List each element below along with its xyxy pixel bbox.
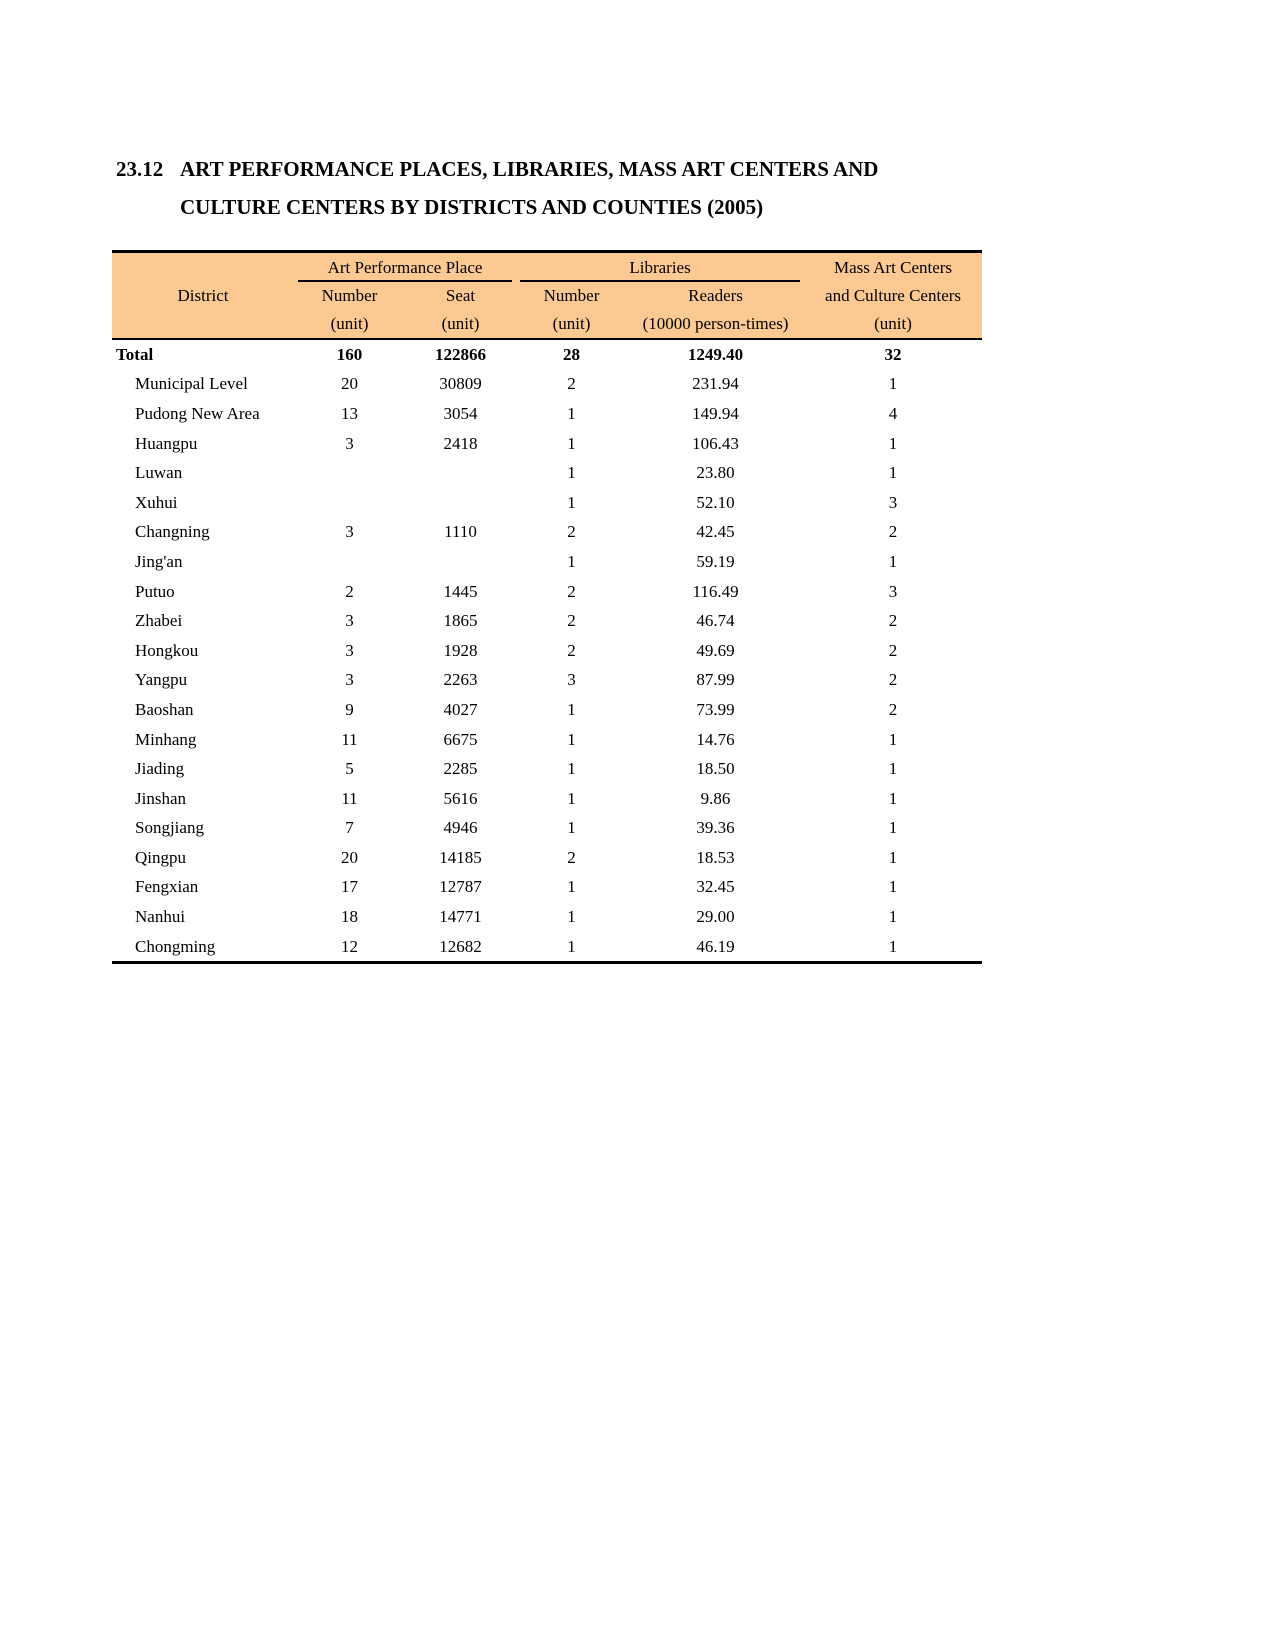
ap-seat-cell: 4946 bbox=[443, 818, 478, 838]
header-lib-number: Number bbox=[516, 282, 627, 310]
lib-number-cell: 1 bbox=[567, 433, 576, 453]
total-lib-number: 28 bbox=[563, 344, 581, 364]
lib-readers-cell: 23.80 bbox=[696, 463, 735, 483]
page-title bbox=[116, 150, 878, 226]
lib-number-cell: 1 bbox=[567, 907, 576, 927]
lib-readers-cell: 42.45 bbox=[696, 522, 735, 542]
lib-number-cell: 1 bbox=[567, 877, 576, 897]
table-row bbox=[112, 784, 982, 814]
table-row bbox=[112, 488, 982, 518]
ap-seat-cell: 1110 bbox=[444, 522, 477, 542]
ap-number-cell bbox=[294, 547, 405, 577]
table-row bbox=[112, 458, 982, 488]
lib-number-cell: 2 bbox=[567, 522, 576, 542]
district-name: Fengxian bbox=[135, 877, 199, 897]
header-ap-number-unit: (unit) bbox=[294, 310, 405, 339]
lib-readers-cell: 87.99 bbox=[696, 670, 735, 690]
lib-readers-cell: 149.94 bbox=[692, 403, 739, 423]
table-row bbox=[112, 843, 982, 873]
lib-readers-cell: 73.99 bbox=[696, 699, 735, 719]
header-libraries-group bbox=[516, 252, 804, 283]
ap-number-cell: 7 bbox=[345, 818, 354, 838]
table-row bbox=[112, 636, 982, 666]
district-name: Changning bbox=[135, 522, 210, 542]
mass-cell: 2 bbox=[888, 699, 898, 719]
mass-cell: 1 bbox=[804, 932, 982, 963]
total-label: Total bbox=[116, 344, 154, 364]
header-district-blank bbox=[112, 310, 294, 339]
district-name: Zhabei bbox=[135, 611, 183, 631]
lib-number-cell: 1 bbox=[567, 818, 576, 838]
lib-number-cell: 2 bbox=[567, 611, 576, 631]
lib-number-cell: 3 bbox=[567, 670, 576, 690]
table-row bbox=[112, 666, 982, 696]
district-name: Luwan bbox=[135, 463, 183, 483]
ap-number-cell: 17 bbox=[341, 877, 358, 897]
ap-number-cell: 3 bbox=[345, 522, 354, 542]
lib-readers-cell: 32.45 bbox=[696, 877, 735, 897]
ap-number-cell: 2 bbox=[345, 581, 354, 601]
ap-seat-cell: 3054 bbox=[443, 403, 478, 423]
district-name: Xuhui bbox=[135, 492, 178, 512]
header-lib-number-unit: (unit) bbox=[516, 310, 627, 339]
lib-readers-cell: 14.76 bbox=[696, 729, 735, 749]
lib-number-cell: 1 bbox=[516, 932, 627, 963]
lib-number-cell: 1 bbox=[567, 551, 576, 571]
header-mass-unit: (unit) bbox=[804, 310, 982, 339]
table-row bbox=[112, 902, 982, 932]
mass-cell: 1 bbox=[888, 788, 898, 808]
lib-number-cell: 1 bbox=[567, 403, 576, 423]
mass-cell: 1 bbox=[888, 551, 898, 571]
ap-number-cell: 18 bbox=[341, 907, 358, 927]
ap-number-cell: 3 bbox=[345, 640, 354, 660]
header-art-performance-label: Art Performance Place bbox=[298, 255, 512, 282]
ap-seat-cell: 1865 bbox=[443, 611, 478, 631]
mass-cell: 3 bbox=[888, 581, 898, 601]
ap-seat-cell: 6675 bbox=[443, 729, 478, 749]
lib-readers-cell: 18.50 bbox=[696, 759, 735, 779]
lib-readers-cell: 106.43 bbox=[692, 433, 739, 453]
lib-readers-cell: 231.94 bbox=[692, 374, 739, 394]
header-mass-line-1: Mass Art Centers bbox=[804, 252, 982, 283]
header-ap-seat-unit: (unit) bbox=[405, 310, 516, 339]
lib-number-cell: 2 bbox=[567, 847, 576, 867]
table-row bbox=[112, 518, 982, 548]
ap-number-cell: 20 bbox=[341, 847, 358, 867]
lib-number-cell: 1 bbox=[567, 699, 576, 719]
mass-cell: 2 bbox=[888, 640, 898, 660]
table-number: 23.12 bbox=[116, 157, 164, 181]
lib-readers-cell: 39.36 bbox=[696, 818, 735, 838]
table-row bbox=[112, 814, 982, 844]
header-ap-number: Number bbox=[294, 282, 405, 310]
lib-number-cell: 2 bbox=[567, 581, 576, 601]
total-ap-seat: 122866 bbox=[435, 344, 486, 364]
lib-number-cell: 2 bbox=[567, 374, 576, 394]
table-row bbox=[112, 547, 982, 577]
title-text-line-2: CULTURE CENTERS BY DISTRICTS AND COUNTIES (2005) bbox=[180, 195, 764, 219]
ap-seat-cell: 30809 bbox=[439, 374, 482, 394]
ap-number-cell: 9 bbox=[345, 699, 354, 719]
district-name: Hongkou bbox=[135, 640, 199, 660]
lib-readers-cell: 59.19 bbox=[696, 551, 735, 571]
ap-number-cell: 3 bbox=[345, 611, 354, 631]
total-mass: 32 bbox=[884, 344, 902, 364]
header-lib-readers: Readers bbox=[627, 282, 804, 310]
lib-number-cell: 1 bbox=[567, 788, 576, 808]
mass-cell: 1 bbox=[888, 759, 898, 779]
ap-seat-cell: 2263 bbox=[443, 670, 478, 690]
header-lib-readers-unit: (10000 person-times) bbox=[627, 310, 804, 339]
lib-number-cell: 1 bbox=[567, 729, 576, 749]
district-name: Minhang bbox=[135, 729, 197, 749]
table-row bbox=[112, 399, 982, 429]
ap-seat-cell: 14771 bbox=[439, 907, 482, 927]
lib-number-cell: 1 bbox=[567, 492, 576, 512]
ap-seat-cell: 5616 bbox=[443, 788, 478, 808]
table-row bbox=[112, 695, 982, 725]
lib-readers-cell: 52.10 bbox=[696, 492, 735, 512]
lib-readers-cell: 18.53 bbox=[696, 847, 735, 867]
ap-number-cell: 3 bbox=[345, 433, 354, 453]
mass-cell: 2 bbox=[888, 522, 898, 542]
ap-seat-cell bbox=[405, 547, 516, 577]
lib-readers-cell: 116.49 bbox=[692, 581, 739, 601]
header-art-performance-group bbox=[294, 252, 516, 283]
district-name: Yangpu bbox=[135, 670, 188, 690]
lib-number-cell: 1 bbox=[567, 463, 576, 483]
ap-number-cell: 12 bbox=[294, 932, 405, 963]
lib-readers-cell: 9.86 bbox=[700, 788, 731, 808]
total-lib-readers: 1249.40 bbox=[687, 344, 744, 364]
ap-seat-cell: 14185 bbox=[439, 847, 482, 867]
ap-number-cell bbox=[294, 458, 405, 488]
ap-seat-cell: 4027 bbox=[443, 699, 478, 719]
table-row bbox=[112, 370, 982, 400]
mass-cell: 1 bbox=[888, 433, 898, 453]
mass-cell: 2 bbox=[888, 670, 898, 690]
ap-number-cell: 11 bbox=[341, 788, 358, 808]
district-name: Municipal Level bbox=[135, 374, 248, 394]
ap-number-cell: 3 bbox=[345, 670, 354, 690]
lib-readers-cell: 29.00 bbox=[696, 907, 735, 927]
lib-readers-cell: 46.19 bbox=[627, 932, 804, 963]
table-row bbox=[112, 429, 982, 459]
lib-number-cell: 1 bbox=[567, 759, 576, 779]
table-row bbox=[112, 606, 982, 636]
mass-cell: 1 bbox=[888, 374, 898, 394]
table-row bbox=[112, 873, 982, 903]
table-row bbox=[112, 577, 982, 607]
lib-number-cell: 2 bbox=[567, 640, 576, 660]
ap-seat-cell: 2285 bbox=[443, 759, 478, 779]
mass-cell: 1 bbox=[888, 818, 898, 838]
mass-cell: 1 bbox=[888, 463, 898, 483]
ap-seat-cell bbox=[405, 458, 516, 488]
mass-cell: 1 bbox=[888, 729, 898, 749]
statistics-table bbox=[112, 250, 982, 964]
table-row bbox=[112, 932, 982, 963]
mass-cell: 1 bbox=[888, 877, 898, 897]
header-district: District bbox=[112, 252, 294, 311]
table-body bbox=[112, 339, 982, 963]
district-name: Songjiang bbox=[135, 818, 204, 838]
lib-readers-cell: 46.74 bbox=[696, 611, 735, 631]
ap-number-cell: 13 bbox=[341, 403, 358, 423]
title-line-1 bbox=[116, 150, 878, 188]
ap-number-cell: 20 bbox=[341, 374, 358, 394]
lib-readers-cell: 49.69 bbox=[696, 640, 735, 660]
header-libraries-label: Libraries bbox=[520, 255, 800, 282]
ap-seat-cell: 12682 bbox=[405, 932, 516, 963]
table-row bbox=[112, 754, 982, 784]
ap-seat-cell: 1928 bbox=[443, 640, 478, 660]
mass-cell: 1 bbox=[888, 907, 898, 927]
mass-cell: 1 bbox=[888, 847, 898, 867]
district-name: Qingpu bbox=[135, 847, 186, 867]
header-ap-seat: Seat bbox=[405, 282, 516, 310]
district-name: Huangpu bbox=[135, 433, 198, 453]
table-row bbox=[112, 725, 982, 755]
ap-number-cell: 11 bbox=[341, 729, 358, 749]
ap-seat-cell: 12787 bbox=[439, 877, 482, 897]
district-name: Baoshan bbox=[135, 699, 194, 719]
district-name: Jing'an bbox=[135, 551, 183, 571]
total-row bbox=[112, 339, 982, 370]
ap-seat-cell: 2418 bbox=[443, 433, 478, 453]
district-name: Jinshan bbox=[135, 788, 186, 808]
mass-cell: 4 bbox=[888, 403, 898, 423]
header-mass-line-2: and Culture Centers bbox=[804, 282, 982, 310]
mass-cell: 2 bbox=[888, 611, 898, 631]
ap-seat-cell: 1445 bbox=[443, 581, 478, 601]
district-name: Jiading bbox=[135, 759, 185, 779]
ap-number-cell bbox=[294, 488, 405, 518]
mass-cell: 3 bbox=[888, 492, 898, 512]
total-ap-number: 160 bbox=[336, 344, 363, 364]
ap-seat-cell bbox=[405, 488, 516, 518]
district-name: Putuo bbox=[135, 581, 175, 601]
title-text-line-1: ART PERFORMANCE PLACES, LIBRARIES, MASS ART CENTERS AND bbox=[180, 157, 879, 181]
ap-number-cell: 5 bbox=[345, 759, 354, 779]
district-name: Nanhui bbox=[135, 907, 186, 927]
district-name: Chongming bbox=[112, 932, 294, 963]
district-name: Pudong New Area bbox=[135, 403, 260, 423]
table-header bbox=[112, 252, 982, 340]
